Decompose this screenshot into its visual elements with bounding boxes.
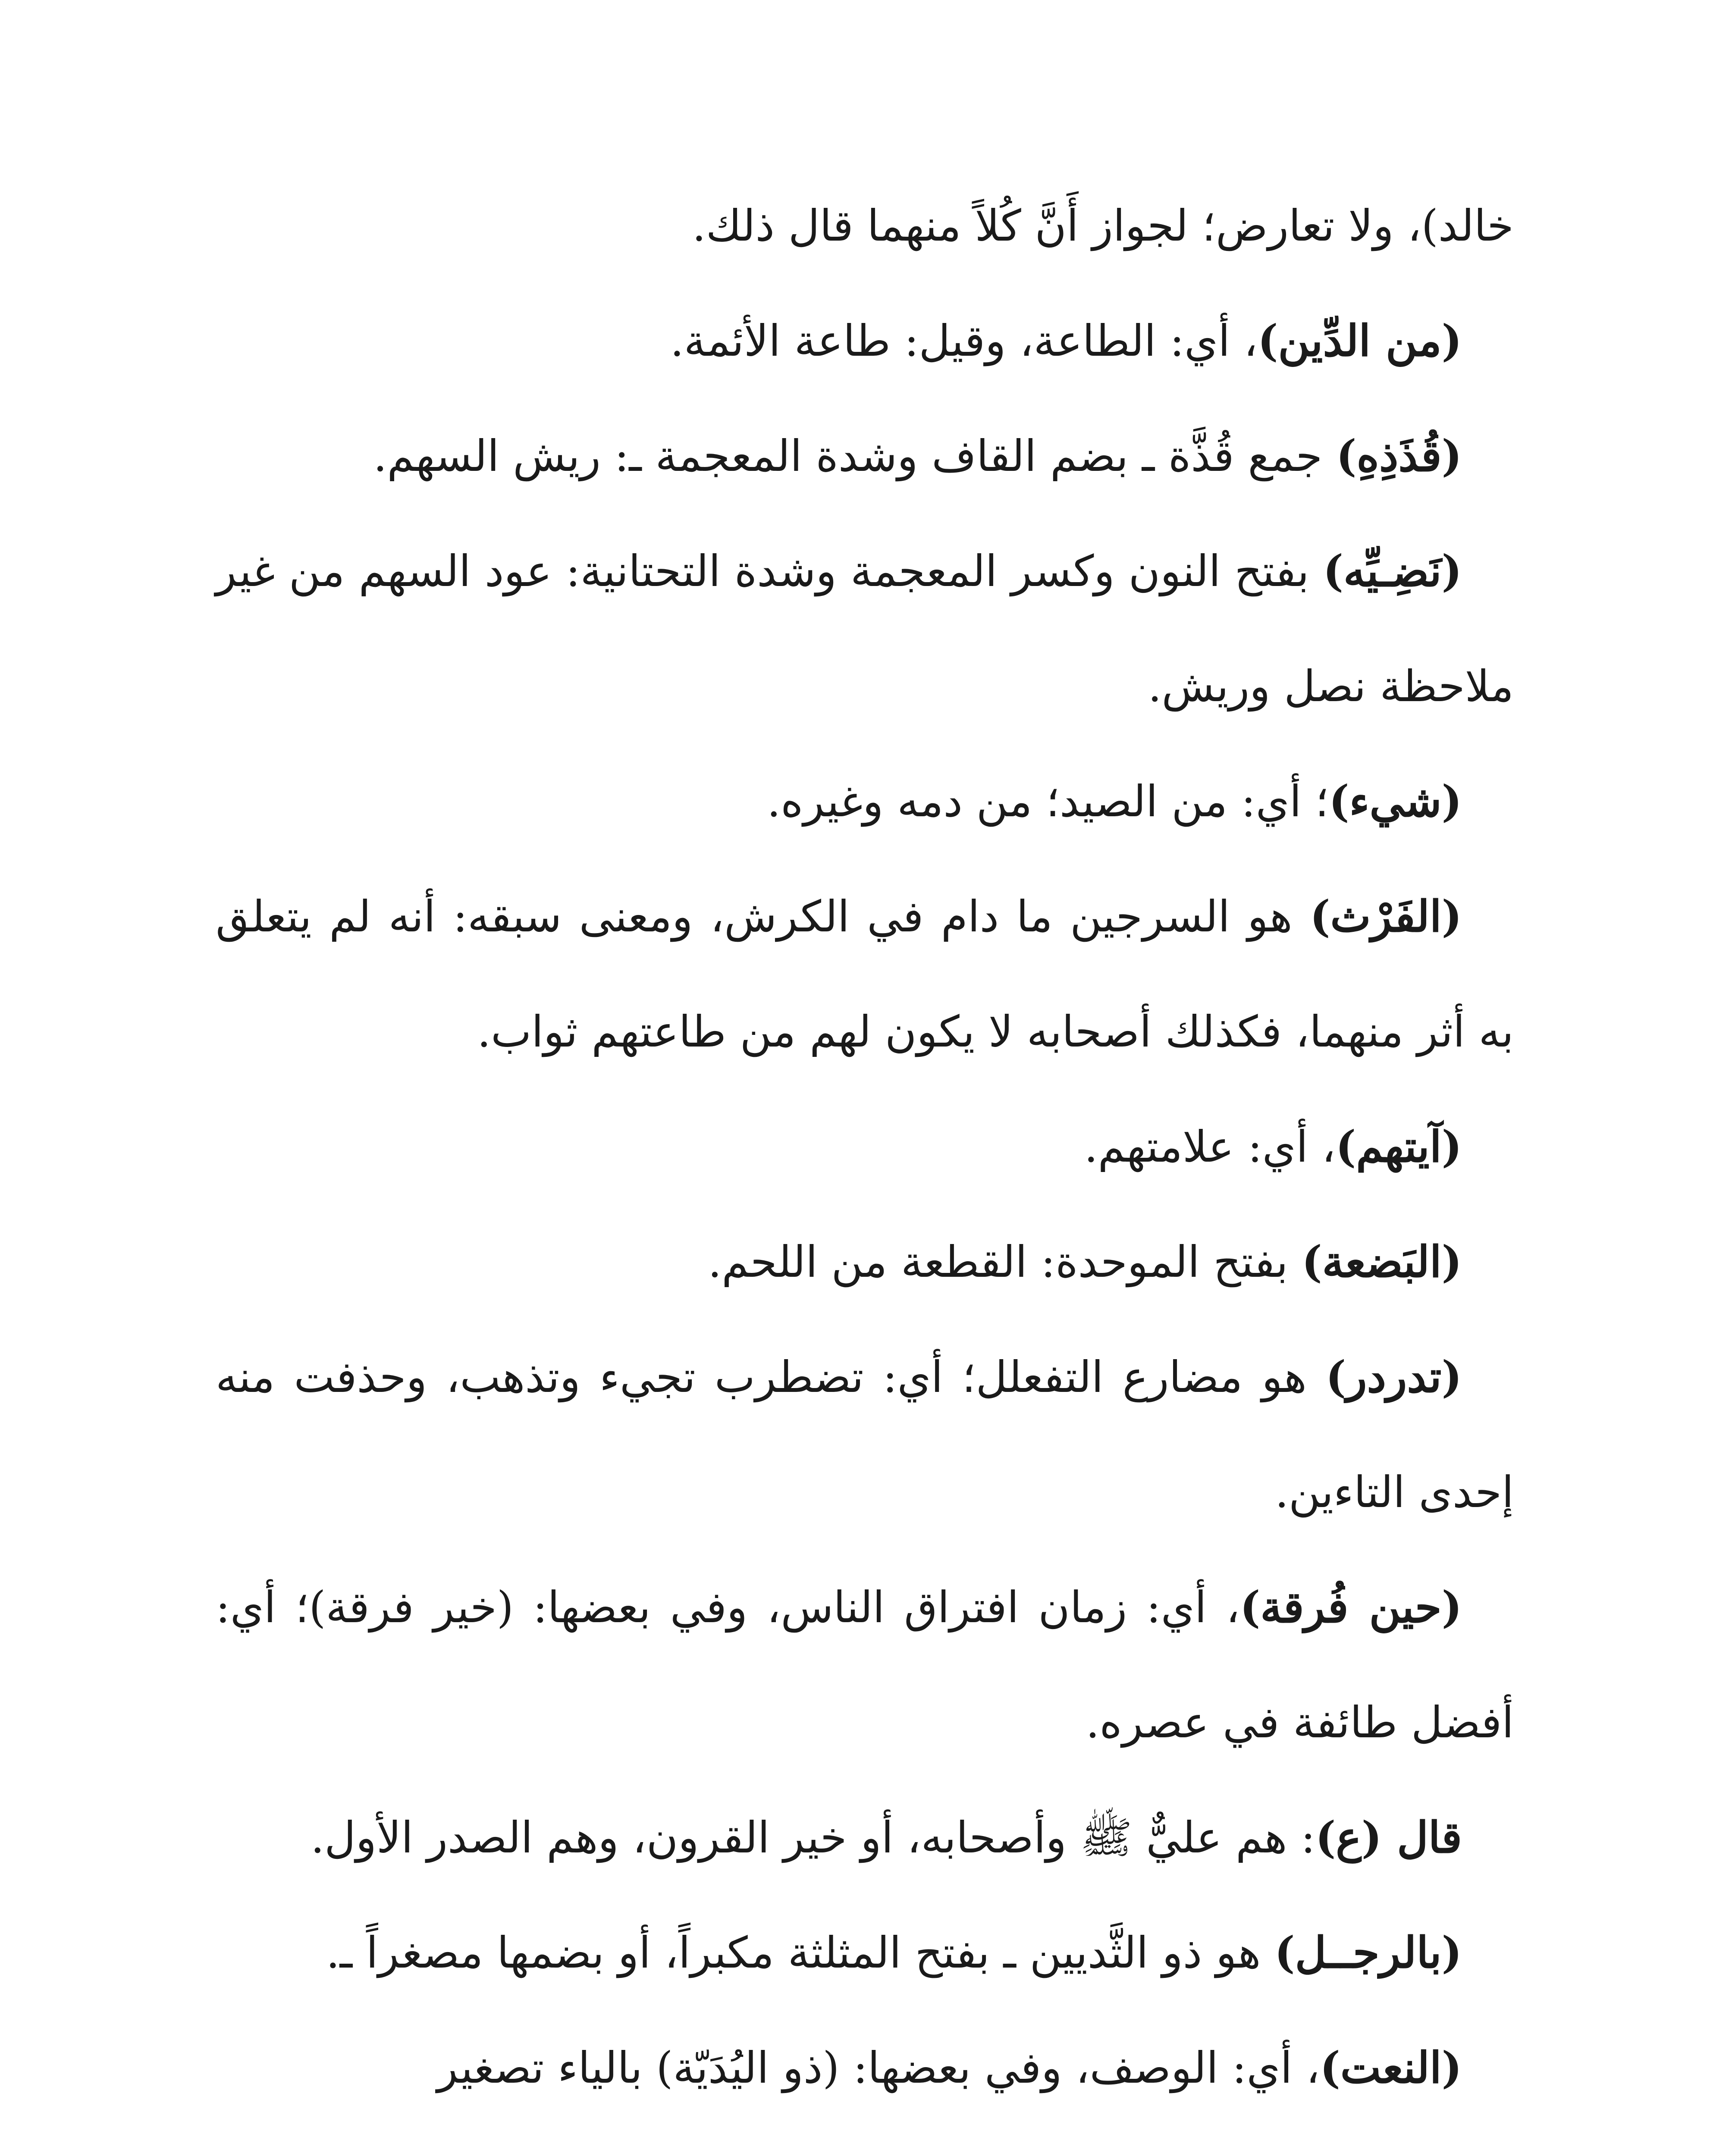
paragraph-qal-ain	[216, 1780, 1514, 1895]
paragraph-text: ، أي: علامتهم.	[1084, 1122, 1336, 1172]
paragraph-hin-furqa	[216, 1550, 1514, 1780]
paragraph-min-al-din	[216, 283, 1514, 398]
paragraph-al-farth	[216, 859, 1514, 1089]
paragraph-text: ، أي: الوصف، وفي بعضها: (ذو اليُدَيّة) بالياء تصغير	[437, 2043, 1320, 2093]
paragraph-term: (نَضِـيِّه)	[1323, 545, 1462, 596]
paragraph-term: (بالرجــل)	[1274, 1927, 1462, 1978]
paragraph-ayatuhum	[216, 1089, 1514, 1204]
paragraph-text: ، أي: زمان افتراق الناس، وفي بعضها: (خير فرقة)؛ أي: أفضل طائفة في عصره.	[216, 1582, 1514, 1748]
body-text	[216, 168, 1514, 2125]
paragraph-text: جمع قُذَّة ـ بضم القاف وشدة المعجمة ـ: ريش السهم.	[373, 431, 1337, 481]
paragraph-term: (آيتهم)	[1335, 1121, 1462, 1172]
paragraph-text: هو السرجين ما دام في الكرش، ومعنى سبقه: أنه لم يتعلق به أثر منهما، فكذلك أصحابه لا يكون لهم من طاعتهم ثواب.	[216, 891, 1514, 1057]
paragraph-term: (حين فُرقة)	[1239, 1582, 1462, 1633]
paragraph-term: (قُذَذِهِ)	[1336, 430, 1462, 481]
paragraph-text: خالد)، ولا تعارض؛ لجواز أَنَّ كُلاً منهما قال ذلك.	[692, 201, 1514, 251]
paragraph-nadiyyih	[216, 514, 1514, 744]
paragraph-term: (شيء)	[1329, 776, 1462, 827]
paragraph-bil-rajul	[216, 1895, 1514, 2010]
paragraph-tadardar	[216, 1319, 1514, 1550]
paragraph-shay	[216, 744, 1514, 859]
paragraph-text: هو ذو الثَّديين ـ بفتح المثلثة مكبراً، أو بضمها مصغراً ـ.	[326, 1927, 1275, 1978]
paragraph-term: (الفَرْث)	[1310, 891, 1462, 942]
paragraph-term: (النعت)	[1320, 2042, 1462, 2093]
paragraph-al-bada	[216, 1204, 1514, 1319]
paragraph-text: ؛ أي: من الصيد؛ من دمه وغيره.	[767, 776, 1329, 827]
paragraph-al-nat	[216, 2010, 1514, 2125]
paragraph-term: (تدردر)	[1325, 1351, 1462, 1402]
paragraph-term: (من الدِّين)	[1258, 315, 1462, 366]
paragraph-text: ، أي: الطاعة، وقيل: طاعة الأئمة.	[670, 316, 1258, 366]
paragraph-text: بفتح النون وكسر المعجمة وشدة التحتانية: عود السهم من غير ملاحظة نصل وريش.	[216, 546, 1514, 711]
paragraph-term: (البَضعة)	[1302, 1236, 1462, 1287]
paragraph-continuation	[216, 168, 1514, 283]
paragraph-qudhadhih	[216, 398, 1514, 514]
paragraph-text: : هم عليٌّ ﷺ وأصحابه، أو خير القرون، وهم الصدر الأول.	[311, 1812, 1315, 1863]
paragraph-term: قال (ع)	[1315, 1812, 1462, 1863]
paragraph-text: بفتح الموحدة: القطعة من اللحم.	[708, 1237, 1302, 1287]
paragraph-text: هو مضارع التفعلل؛ أي: تضطرب تجيء وتذهب، وحذفت منه إحدى التاءين.	[216, 1352, 1514, 1517]
